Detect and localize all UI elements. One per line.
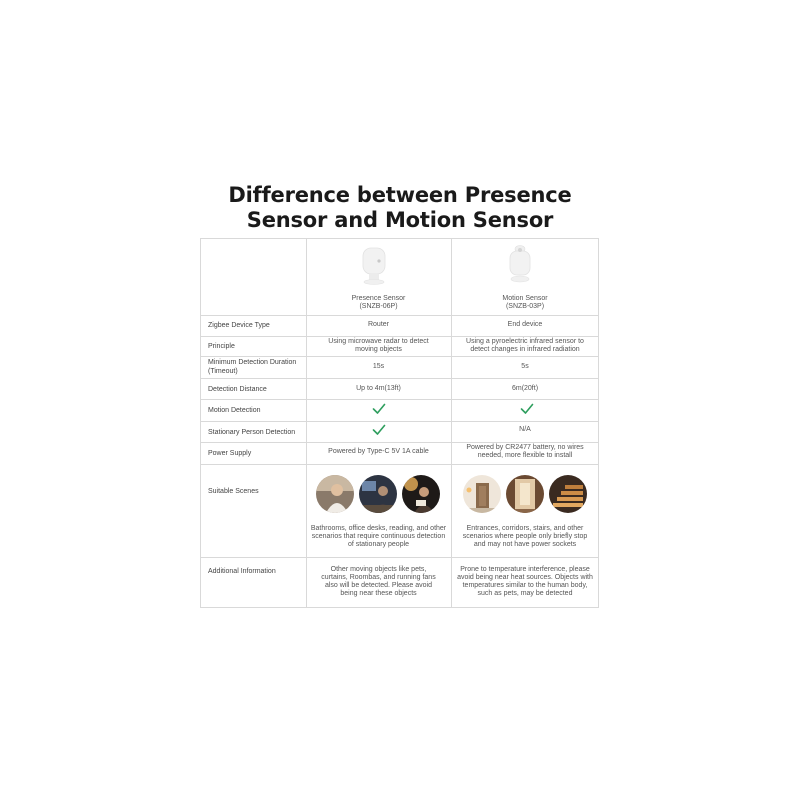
presence-scenes-description: [306, 525, 451, 549]
motion-scenes-description: [451, 525, 599, 549]
text-line: avoid being near heat sources. Objects with: [457, 574, 593, 581]
presence-timeout-value: 15s: [372, 363, 385, 370]
text-line: curtains, Roombas, and running fans: [321, 574, 436, 581]
text-line: and may not have power sockets: [473, 541, 577, 548]
motion-power-value: [451, 444, 599, 460]
motion-sensor-image: [507, 245, 533, 283]
row-divider: [201, 356, 598, 357]
presence-product-name: Presence Sensor: [351, 295, 406, 302]
motion-additional-value: [451, 566, 599, 598]
presence-zigbee-value: Router: [367, 321, 389, 328]
text-line: Prone to temperature interference, please: [460, 566, 590, 573]
row-label-stationary: Stationary Person Detection: [208, 429, 296, 436]
entrance-scene-photo: [463, 475, 501, 513]
row-divider: [201, 421, 598, 422]
page-title: [0, 183, 800, 233]
presence-distance-value: Up to 4m(13ft): [356, 385, 401, 392]
text-line: Other moving objects like pets,: [330, 566, 427, 573]
row-label-motion-detection: Motion Detection: [208, 407, 261, 414]
presence-additional-value: [306, 566, 451, 598]
presence-principle-value: [306, 338, 451, 354]
text-line: temperatures similar to the human body,: [462, 582, 588, 589]
title-line-1: Difference between Presence: [228, 183, 572, 207]
row-divider: [201, 378, 598, 379]
row-divider: [201, 464, 598, 465]
motion-product-model: (SNZB-03P): [505, 303, 545, 310]
presence-stationary-check-icon: [372, 424, 386, 436]
text-line: also will be detected. Please avoid: [324, 582, 432, 589]
motion-motion-check-icon: [520, 403, 534, 415]
text-line: detect changes in infrared radiation: [470, 346, 580, 353]
row-divider: [201, 557, 598, 558]
text-line: scenarios where people only briefly stop: [462, 533, 588, 540]
presence-sensor-image: [361, 247, 387, 285]
motion-principle-value: [451, 338, 599, 354]
reading-scene-photo: [402, 475, 440, 513]
row-label-timeout: [208, 358, 296, 376]
motion-zigbee-value: End device: [507, 321, 543, 328]
text-line: of stationary people: [347, 541, 410, 548]
presence-motion-check-icon: [372, 403, 386, 415]
motion-product-name: Motion Sensor: [502, 295, 548, 302]
text-line: (Timeout): [208, 368, 238, 375]
motion-timeout-value: 5s: [521, 363, 529, 370]
text-line: moving objects: [355, 346, 402, 353]
row-divider: [201, 399, 598, 400]
presence-product-model: (SNZB-06P): [359, 303, 398, 310]
row-label-zigbee: Zigbee Device Type: [208, 322, 270, 329]
row-divider: [201, 315, 598, 316]
presence-product-caption: [306, 295, 451, 311]
row-label-principle: Principle: [208, 343, 235, 350]
text-line: such as pets, may be detected: [477, 590, 573, 597]
text-line: Entrances, corridors, stairs, and other: [466, 525, 584, 532]
motion-product-caption: [451, 295, 599, 311]
bathroom-scene-photo: [316, 475, 354, 513]
row-divider: [201, 442, 598, 443]
row-label-power: Power Supply: [208, 450, 252, 457]
title-line-2: Sensor and Motion Sensor: [246, 208, 554, 232]
corridor-scene-photo: [506, 475, 544, 513]
text-line: being near these objects: [340, 590, 417, 597]
text-line: Minimum Detection Duration: [208, 359, 297, 366]
row-label-additional: Additional Information: [208, 568, 276, 575]
text-line: needed, more flexible to install: [477, 452, 573, 459]
presence-power-value: Powered by Type-C 5V 1A cable: [328, 448, 429, 455]
comparison-table: [200, 238, 599, 608]
row-label-scenes: Suitable Scenes: [208, 488, 259, 495]
text-line: Using microwave radar to detect: [328, 338, 429, 345]
text-line: Using a pyroelectric infrared sensor to: [466, 338, 584, 345]
motion-distance-value: 6m(20ft): [511, 385, 539, 392]
text-line: scenarios that require continuous detection: [311, 533, 446, 540]
row-label-distance: Detection Distance: [208, 386, 267, 393]
text-line: Powered by CR2477 battery, no wires: [466, 444, 584, 451]
office-desk-scene-photo: [359, 475, 397, 513]
row-divider: [201, 336, 598, 337]
stairs-scene-photo: [549, 475, 587, 513]
motion-stationary-value: N/A: [519, 426, 531, 433]
text-line: Bathrooms, office desks, reading, and other: [310, 525, 447, 532]
